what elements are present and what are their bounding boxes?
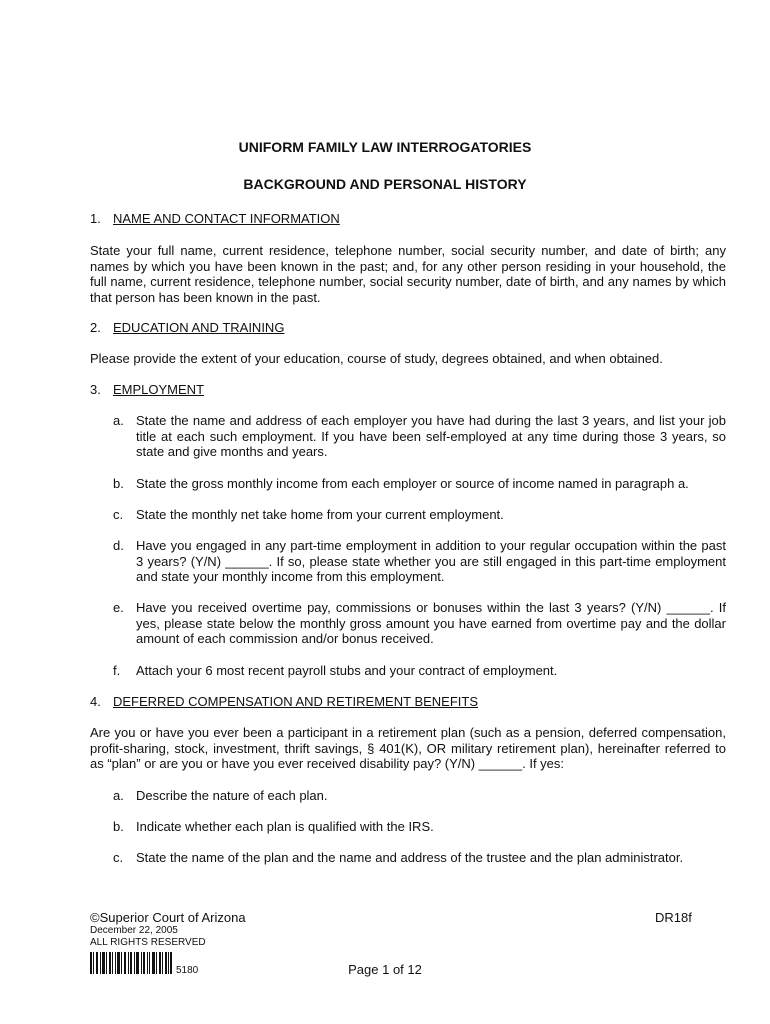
item-text: Have you received overtime pay, commissions or bonuses within the last 3 years? (Y/N) ______. If yes, please state below the monthly gross amount you have earned from overtime pay and the dollar amount of each commission and/or bonus received. <box>136 600 726 647</box>
section-3-item-d <box>113 538 726 585</box>
section-2-heading <box>90 320 284 335</box>
section-3-item-b <box>113 476 726 492</box>
section-title: EMPLOYMENT <box>113 382 205 397</box>
footer-rights: ALL RIGHTS RESERVED <box>90 937 206 948</box>
item-text: Have you engaged in any part-time employment in addition to your regular occupation within the past 3 years? (Y/N) ______. If so, please state whether you are still engaged in this part-time employment and state your monthly income from this employment. <box>136 538 726 585</box>
item-letter: c. <box>113 507 124 522</box>
item-text: State the monthly net take home from your current employment. <box>136 507 504 522</box>
item-letter: a. <box>113 788 124 803</box>
section-3-heading <box>90 382 204 397</box>
section-number: 3. <box>90 382 101 397</box>
section-4-heading <box>90 694 478 709</box>
item-text: Attach your 6 most recent payroll stubs and your contract of employment. <box>136 663 558 678</box>
page-number: Page 1 of 12 <box>348 962 422 977</box>
section-1-heading <box>90 211 340 226</box>
section-1-body: State your full name, current residence, telephone number, social security number, and date of birth; any names by which you have been known in the past; and, for any other person residing in your household, the full name, current residence, telephone number, social security number, date of birth, and any names by which that person has been known in the past. <box>90 243 726 305</box>
item-letter: f. <box>113 663 121 678</box>
item-letter: b. <box>113 819 124 834</box>
section-title: DEFERRED COMPENSATION AND RETIREMENT BENEFITS <box>113 694 479 709</box>
form-code: DR18f <box>655 910 692 925</box>
item-text: State the name and address of each employer you have had during the last 3 years, and list your job title at each such employment. If you have been self-employed at any time during those 3 years, so state and give months and years. <box>136 413 726 460</box>
document-title: UNIFORM FAMILY LAW INTERROGATORIES <box>238 139 532 155</box>
item-text: Indicate whether each plan is qualified with the IRS. <box>136 819 434 834</box>
item-letter: c. <box>113 850 124 865</box>
section-3-item-e <box>113 600 726 647</box>
section-3-item-c <box>113 507 726 523</box>
section-4-item-c <box>113 850 726 866</box>
footer-date: December 22, 2005 <box>90 925 178 936</box>
item-letter: b. <box>113 476 124 491</box>
item-letter: d. <box>113 538 124 553</box>
section-title: NAME AND CONTACT INFORMATION <box>113 211 340 226</box>
section-4-item-b <box>113 819 726 835</box>
section-number: 4. <box>90 694 101 709</box>
footer-court: ©Superior Court of Arizona <box>90 910 246 925</box>
item-letter: e. <box>113 600 124 615</box>
section-4-body: Are you or have you ever been a participant in a retirement plan (such as a pension, deferred compensation, profit-sharing, stock, investment, thrift savings, § 401(K), OR military retirement plan), hereinafter referred to as “plan” or are you or have you ever received disability pay? (Y/N) ______. If yes: <box>90 725 726 772</box>
section-3-item-a <box>113 413 726 460</box>
section-2-body: Please provide the extent of your education, course of study, degrees obtained, and when obtained. <box>90 351 663 366</box>
barcode-number: 5180 <box>176 965 199 976</box>
item-letter: a. <box>113 413 124 428</box>
section-title: EDUCATION AND TRAINING <box>113 320 285 335</box>
section-3-item-f <box>113 663 726 679</box>
section-4-item-a <box>113 788 726 804</box>
item-text: State the name of the plan and the name and address of the trustee and the plan administrator. <box>136 850 684 865</box>
item-text: State the gross monthly income from each employer or source of income named in paragraph a. <box>136 476 689 491</box>
item-text: Describe the nature of each plan. <box>136 788 328 803</box>
section-number: 1. <box>90 211 101 226</box>
document-subtitle: BACKGROUND AND PERSONAL HISTORY <box>243 176 527 192</box>
section-number: 2. <box>90 320 101 335</box>
